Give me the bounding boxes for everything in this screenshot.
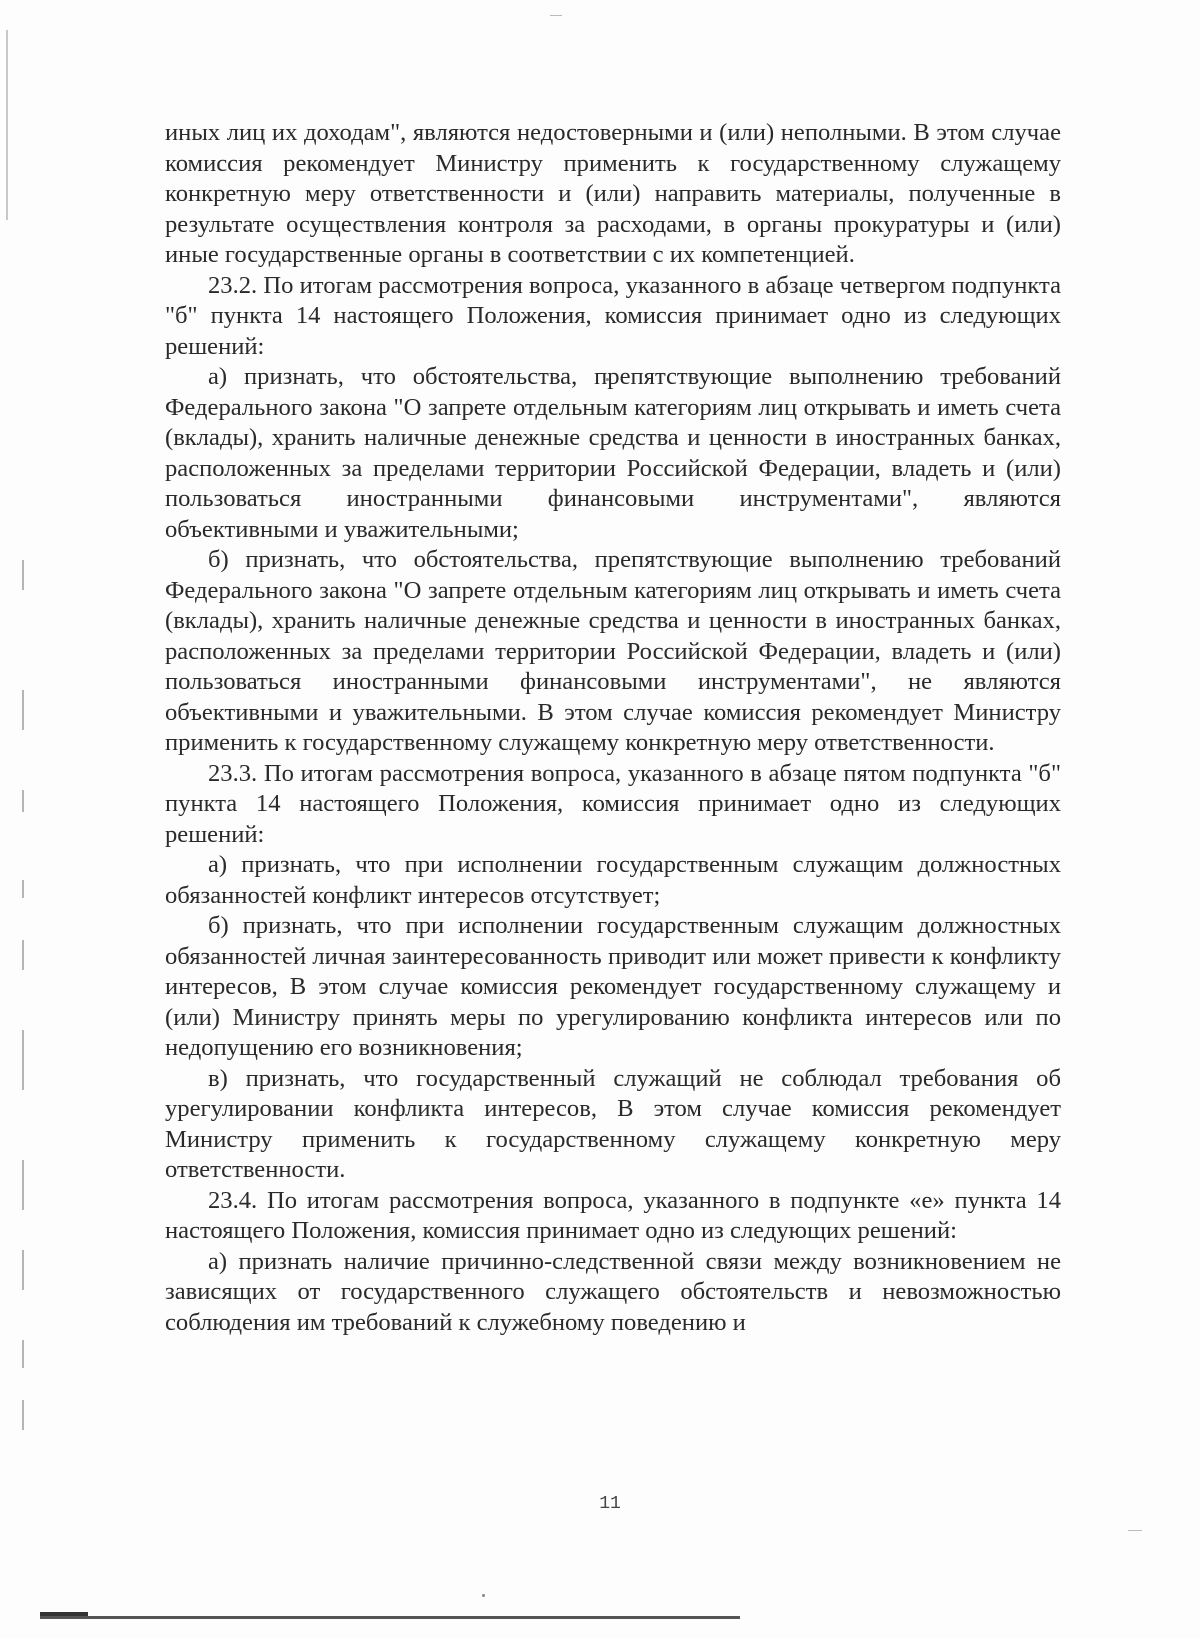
page-number: 11 — [599, 1494, 621, 1514]
paragraph: иных лиц их доходам", являются недостоверными и (или) неполными. В этом случае комиссия рекомендует Министру применить к государственному служащему конкретную меру ответственности и (или) направить материалы, полученные в результате осуществления контроля за расходами, в органы прокуратуры и (или) иные государственные органы в соответствии с их компетенцией. — [165, 119, 1061, 268]
binder-hole-mark — [22, 690, 24, 730]
binder-hole-mark — [22, 1160, 24, 1210]
binder-hole-mark — [22, 560, 24, 590]
binder-hole-mark — [22, 1400, 24, 1430]
paragraph-23-3-a: а) признать, что при исполнении государственным служащим должностных обязанностей конфликт интересов отсутствует; — [165, 851, 1061, 909]
binder-hole-mark — [22, 1340, 24, 1368]
paragraph-23-4-a: а) признать наличие причинно-следственной связи между возникновением не зависящих от государственного служащего обстоятельств и невозможностью соблюдения им требований к служебному поведению и — [165, 1247, 1061, 1336]
scan-bottom-edge — [40, 1616, 740, 1619]
paragraph-23-3-b: б) признать, что при исполнении государственным служащим должностных обязанностей личная заинтересованность приводит или может привести к конфликту интересов, В этом случае комиссия рекомендует государственному служащему и (или) Министру принять меры по урегулированию конфликта интересов или по недопущению его возникновения; — [165, 912, 1061, 1061]
paragraph-23-2-b: б) признать, что обстоятельства, препятствующие выполнению требований Федерального закона "О запрете отдельным категориям лиц открывать и иметь счета (вклады), хранить наличные денежные средства и ценности в иностранных банках, расположенных за пределами территории Российской Федерации, владеть и (или) пользоваться иностранными финансовыми инструментами", не являются объективными и уважительными. В этом случае комиссия рекомендует Министру применить к государственному служащему конкретную меру ответственности. — [165, 546, 1061, 756]
binder-hole-mark — [22, 940, 24, 970]
document-body — [165, 118, 1061, 1338]
scan-speck — [482, 1594, 485, 1597]
binder-hole-mark — [22, 1250, 24, 1290]
binder-hole-mark — [22, 880, 24, 898]
scan-edge-shadow — [6, 30, 8, 220]
scan-artifact-right — [1128, 1530, 1142, 1531]
paragraph-23-4: 23.4. По итогам рассмотрения вопроса, указанного в подпункте «е» пункта 14 настоящего Положения, комиссия принимает одно из следующих решений: — [165, 1186, 1061, 1244]
paragraph-23-3: 23.3. По итогам рассмотрения вопроса, указанного в абзаце пятом подпункта "б" пункта 14 настоящего Положения, комиссия принимает одно из следующих решений: — [165, 759, 1061, 848]
scan-artifact-top — [550, 15, 562, 16]
binder-hole-mark — [22, 790, 24, 812]
paragraph-23-2-a: а) признать, что обстоятельства, препятствующие выполнению требований Федерального закона "О запрете отдельным категориям лиц открывать и иметь счета (вклады), хранить наличные денежные средства и ценности в иностранных банках, расположенных за пределами территории Российской Федерации, владеть и (или) пользоваться иностранными финансовыми инструментами", являются объективными и уважительными; — [165, 363, 1061, 543]
paragraph-23-2: 23.2. По итогам рассмотрения вопроса, указанного в абзаце четвергом подпункта "б" пункта 14 настоящего Положения, комиссия принимает одно из следующих решений: — [165, 271, 1061, 360]
paragraph-23-3-v: в) признать, что государственный служащий не соблюдал требования об урегулировании конфликта интересов, В этом случае комиссия рекомендует Министру применить к государственному служащему конкретную меру ответственности. — [165, 1064, 1061, 1183]
binder-hole-mark — [22, 1030, 24, 1090]
